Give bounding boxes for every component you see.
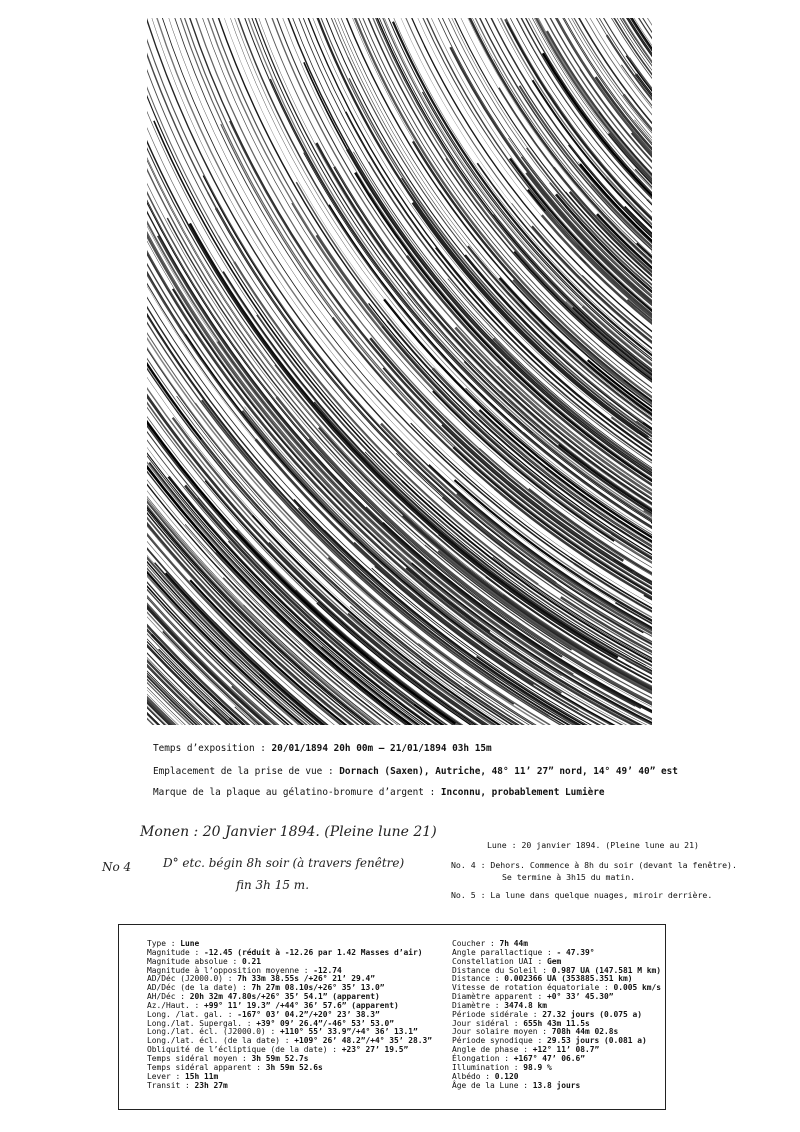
- ephemeris-label: Long./lat. écl. (de la date) :: [147, 1036, 295, 1046]
- transcription-line-3: Se termine à 3h15 du matin.: [502, 872, 636, 882]
- ephemeris-value: +99° 11’ 19.3” /+44° 36’ 57.6” (apparent): [204, 1000, 399, 1010]
- ephemeris-value: -12.45 (réduit à -12.26 par 1.42 Masses d’air): [204, 947, 423, 957]
- ephemeris-value: Gem: [547, 956, 562, 966]
- ephemeris-value: +167° 47’ 06.6”: [513, 1053, 586, 1063]
- ephemeris-label: Lever :: [147, 1071, 186, 1081]
- ephemeris-value: +12° 11’ 08.7”: [532, 1045, 600, 1055]
- exposure-value: 20/01/1894 20h 00m — 21/01/1894 03h 15m: [271, 743, 492, 754]
- exposure-label: Temps d’exposition :: [153, 743, 272, 754]
- transcription-line-1: Lune : 20 janvier 1894. (Pleine lune au 21): [487, 840, 699, 850]
- ephemeris-label: Âge de la Lune :: [452, 1080, 533, 1090]
- ephemeris-label: Magnitude absolue :: [147, 956, 243, 966]
- ephemeris-value: 0.005 km/s: [613, 983, 662, 993]
- ephemeris-label: Type :: [147, 939, 181, 948]
- ephemeris-value: -12.74: [313, 965, 342, 975]
- plate-line: [153, 787, 605, 798]
- ephemeris-value: 7h 33m 38.55s /+26° 21’ 29.4”: [237, 974, 376, 984]
- ephemeris-value: 98.9 %: [523, 1062, 552, 1072]
- ephemeris-value: +39° 09’ 26.4”/-46° 53’ 53.0”: [256, 1018, 395, 1028]
- ephemeris-value: +109° 26’ 48.2”/+4° 35’ 28.3”: [294, 1036, 433, 1046]
- ephemeris-value: - 47.39°: [556, 947, 595, 957]
- location-line: [153, 766, 678, 777]
- ephemeris-value: 23h 27m: [194, 1080, 228, 1090]
- ephemeris-label: Période sidérale :: [452, 1009, 543, 1019]
- ephemeris-value: +0° 33’ 45.30”: [547, 992, 614, 1002]
- ephemeris-label: Période synodique :: [452, 1036, 548, 1046]
- ephemeris-value: +23° 27’ 19.5”: [341, 1045, 409, 1055]
- handwritten-number: No 4: [102, 860, 132, 874]
- ephemeris-box: [118, 924, 666, 1110]
- ephemeris-value: Lune: [180, 939, 200, 948]
- ephemeris-label: Vitesse de rotation équatoriale :: [452, 983, 614, 993]
- ephemeris-label: Illumination :: [452, 1062, 524, 1072]
- ephemeris-label: Obliquité de l’écliptique (de la date) :: [147, 1045, 342, 1055]
- handwritten-line-2: D° etc. bégin 8h soir (à travers fenêtre): [163, 856, 405, 870]
- location-label: Emplacement de la prise de vue :: [153, 766, 340, 777]
- ephemeris-value: 7h 27m 08.10s/+26° 35’ 13.0”: [251, 983, 385, 993]
- ephemeris-label: Transit :: [147, 1080, 195, 1090]
- ephemeris-value: 29.53 jours (0.081 a): [547, 1036, 647, 1046]
- ephemeris-value: 27.32 jours (0.075 a): [542, 1009, 643, 1019]
- ephemeris-label: Jour sidéral :: [452, 1018, 524, 1028]
- ephemeris-value: 0.21: [242, 956, 262, 966]
- handwritten-line-1: Monen : 20 Janvier 1894. (Pleine lune 21): [140, 824, 437, 840]
- ephemeris-value: 20h 32m 47.80s/+26° 35’ 54.1” (apparent): [189, 992, 380, 1002]
- ephemeris-right-column: [452, 940, 661, 1090]
- ephemeris-value: 13.8 jours: [532, 1080, 581, 1090]
- ephemeris-value: +110° 55’ 33.9”/+4° 36’ 13.1”: [280, 1027, 418, 1037]
- ephemeris-label: Distance :: [452, 974, 505, 984]
- ephemeris-label: AH/Déc :: [147, 992, 190, 1002]
- exposure-line: [153, 743, 492, 754]
- star-trails-image: [147, 18, 652, 725]
- ephemeris-label: Long./lat. Supergal. :: [147, 1018, 257, 1028]
- plate-label: Marque de la plaque au gélatino-bromure d’argent :: [153, 787, 441, 798]
- ephemeris-label: Angle parallactique :: [452, 947, 557, 957]
- ephemeris-value: 3474.8 km: [504, 1000, 548, 1010]
- ephemeris-value: 0.987 UA (147.581 M km): [551, 965, 662, 975]
- ephemeris-label: Constellation UAI :: [452, 956, 548, 966]
- ephemeris-label: Jour solaire moyen :: [452, 1027, 552, 1037]
- ephemeris-value: 3h 59m 52.6s: [265, 1062, 323, 1072]
- ephemeris-value: 0.002366 UA (353885.351 km): [504, 974, 633, 984]
- ephemeris-left-column: [147, 940, 432, 1090]
- ephemeris-value: 7h 44m: [499, 939, 529, 948]
- ephemeris-label: Albédo :: [452, 1071, 495, 1081]
- location-value: Dornach (Saxen), Autriche, 48° 11’ 27” nord, 14° 49’ 40” est: [339, 766, 678, 777]
- plate-value: Inconnu, probablement Lumière: [440, 787, 605, 798]
- ephemeris-value: -167° 03’ 04.2”/+20° 23’ 38.3”: [237, 1009, 380, 1019]
- ephemeris-label: Angle de phase :: [452, 1045, 533, 1055]
- ephemeris-label: AD/Déc (J2000.0) :: [147, 974, 238, 984]
- ephemeris-label: AD/Déc (de la date) :: [147, 983, 252, 993]
- ephemeris-row: [452, 1082, 661, 1091]
- ephemeris-label: Diamètre :: [452, 1000, 505, 1010]
- ephemeris-label: Coucher :: [452, 939, 500, 948]
- handwritten-line-3: fin 3h 15 m.: [236, 878, 310, 892]
- ephemeris-label: Az./Haut. :: [147, 1000, 205, 1010]
- ephemeris-label: Diamètre apparent :: [452, 992, 548, 1002]
- ephemeris-value: 3h 59m 52.7s: [251, 1053, 309, 1063]
- ephemeris-value: 0.120: [494, 1071, 519, 1081]
- ephemeris-label: Temps sidéral apparent :: [147, 1062, 266, 1072]
- transcription-line-4: No. 5 : La lune dans quelque nuages, miroir derrière.: [451, 890, 713, 900]
- ephemeris-label: Temps sidéral moyen :: [147, 1053, 252, 1063]
- ephemeris-label: Long./lat. écl. (J2000.0) :: [147, 1027, 281, 1037]
- transcription-line-2: No. 4 : Dehors. Commence à 8h du soir (devant la fenêtre).: [451, 860, 737, 870]
- ephemeris-value: 708h 44m 02.8s: [551, 1027, 619, 1037]
- ephemeris-value: 655h 43m 11.5s: [523, 1018, 590, 1028]
- ephemeris-label: Magnitude à l’opposition moyenne :: [147, 965, 314, 975]
- ephemeris-label: Élongation :: [452, 1053, 514, 1063]
- ephemeris-value: 15h 11m: [185, 1071, 219, 1081]
- ephemeris-label: Long. /lat. gal. :: [147, 1009, 238, 1019]
- ephemeris-label: Distance du Soleil :: [452, 965, 552, 975]
- ephemeris-label: Magnitude :: [147, 947, 205, 957]
- ephemeris-row: [147, 1082, 432, 1091]
